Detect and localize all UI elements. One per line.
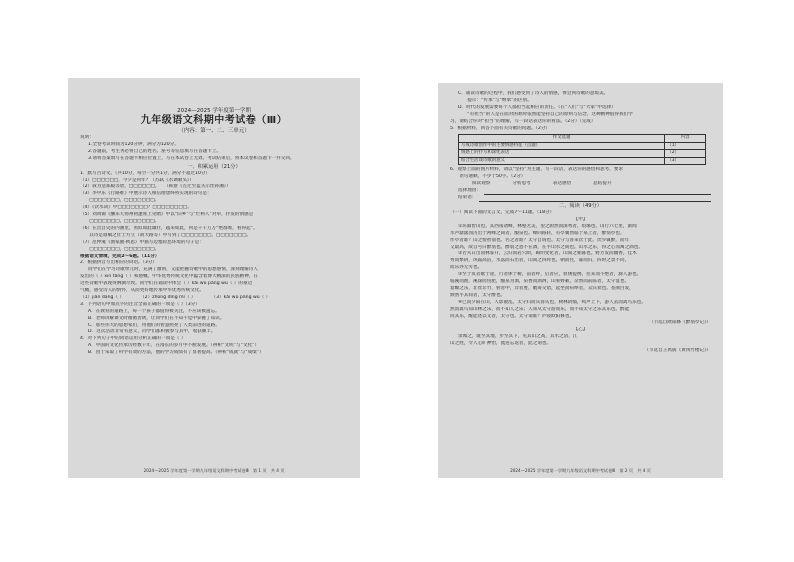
text-line: 5．根据材料，回答下面有关诗歌的问题。（2分） <box>450 125 551 131</box>
passage-label-jia: 【甲】 <box>573 216 588 222</box>
instruction-1: 1.全卷考试时间为120分钟，满分为120分。 <box>88 141 179 147</box>
choice-option: 分析思考 <box>512 181 531 187</box>
option-line: C．那些伟大的思想家们，用他们的智慧照亮了人类前进的道路。 <box>88 322 220 328</box>
instructions-label: 说明： <box>80 135 94 140</box>
page-footer: 2024—2025 学年度第一学期九年级语文科期中考试卷Ⅲ 第 1 页 共 4 页 <box>143 468 285 473</box>
passage-line: 气概，感受诗人的情怀，从而更好地传承中华优秀传统文化。 <box>80 288 205 294</box>
table-cell: 写成诗歌创作中的主要情感特征（点题） <box>459 142 665 150</box>
pinyin-item: （1）jiǎn dāng（ ） <box>80 294 125 300</box>
choice-options <box>450 181 711 188</box>
passage-line: 作亭者谁？山之僧智仙也。名之者谁？太守自谓也。太守与客来饮于此，饮少辄醉，而年 <box>450 237 630 243</box>
choice-option: 总结提升 <box>593 181 612 187</box>
answer-blank-row <box>450 195 711 202</box>
section-heading-2: 二、阅读（49分） <box>559 202 602 209</box>
passage-line: 余闻之，既至其地，步至其下，见其山之高，其水之清，江 <box>458 334 578 340</box>
table-row <box>459 142 706 150</box>
passage-line: 山之胜，令人心旷神怡，流连忘返者，此之谓也。 <box>450 341 552 347</box>
question-line: （3）李中乐《行路难》中展示诗人相信理想终将实现的诗句是： <box>80 191 212 197</box>
exam-subtitle: （内容：第一、二、三单元） <box>178 128 250 134</box>
passage-line: ①环滁皆山也。其西南诸峰，林壑尤美，望之蔚然而深秀者，琅琊也。山行六七里，渐闻 <box>458 223 637 229</box>
question-4: 4．对下列句子中的词语运用分析正确的一项是（ ） <box>80 336 186 342</box>
table-row <box>459 135 706 143</box>
question-line: 根据语文情境，完成2～6题。（11分） <box>80 253 160 259</box>
answer-line[interactable] <box>484 189 711 195</box>
text-line: C．诵读诗歌的过程中，我们感受到了诗人的情感，体会到诗歌的意境美。 <box>458 91 609 96</box>
question-line: （4）《饮水词》中□□□□□□□？□□□□□□□□。 <box>80 205 192 211</box>
option-line: B．老师讲解课文时循循善诱，让同学们在不知不觉中掌握了知识。 <box>88 315 225 321</box>
passage-line: 宴酣之乐，非丝非竹，射者中，弈者胜，觥筹交错，起坐而喧哗者，众宾欢也。苍颜白发， <box>450 285 634 291</box>
passage-line: 水声潺潺而泻出于两峰之间者，酿泉也。峰回路转，有亭翼然临于泉上者，醉翁亭也。 <box>450 230 625 236</box>
passage-line: 临溪而渔，溪深而鱼肥，酿泉为酒，泉香而酒洌，山肴野蔌，杂然而前陈者，太守宴也。 <box>450 279 630 285</box>
exam-page-left <box>68 78 360 478</box>
question-line: （6）在出自史的内涵里，看似如此雄壮，越来如此，何是千千万万“绝群堆，看得起”。 <box>80 225 258 231</box>
question-3: 3．下列语句中加点字的注音全部正确的一项是（ ）（3分） <box>80 301 200 307</box>
choice-option: 阅读观察 <box>472 181 491 187</box>
option-line: A．在教育的道路上，每一个孩子都值得被关注，不应该被遗忘。 <box>88 308 220 314</box>
pinyin-item: （3）kǎi wǔ páng wú（ ） <box>211 294 271 300</box>
question-line: （1）□□□□□□，今夕是何年？（苏轼《水调歌头》） <box>80 177 194 183</box>
question-line: □□□□□□□，□□□□□□□。 <box>80 218 160 224</box>
choice-option: 表达感悟 <box>552 181 572 187</box>
passage-source: （节选自王禹偁《黄冈竹楼记》） <box>644 348 711 354</box>
option-line: A．中国的文化传承历经数千年，在漫长的岁月中不断发展。（辨析“文明”与“文化”） <box>88 343 260 349</box>
passage-line: ②若夫日出而林霏开，云归而岩穴暝，晦明变化者，山间之朝暮也。野芳发而幽香，佳木 <box>458 251 637 257</box>
question-line: □□□□□□□，□□□□□□□。 <box>80 246 160 252</box>
table-row <box>459 157 706 165</box>
text-line: 习。请结合你对“担当”的理解，写一段话表达你的看法。（2分）（完成） <box>450 118 596 124</box>
question-6-cont: 语句通顺，不少于50字。（2分） <box>450 174 526 180</box>
question-line: □□□□□□□，□□□□□□□。 <box>80 198 160 204</box>
passage-line: 这些诗歌中表现得淋漓尽致。同学们在诵读中体会（ ）kǎi wǔ páng wú（ ）的豪迈 <box>80 281 253 287</box>
table-header-cell: 内容 <box>665 135 706 143</box>
table-cell: （3） <box>665 157 706 165</box>
subsection-heading: （一）阅读下面的文言文，完成7～11题。（18分） <box>450 209 555 215</box>
exam-page-right <box>438 83 723 478</box>
passage-line: 秀而繁阴，风霜高洁，水落而石出者，山间之四时也。朝而往，暮而归，四时之景不同， <box>450 258 630 264</box>
question-line: 2．根据拼音写出相应的词语。（3分） <box>80 260 158 266</box>
question-6: 6．观察上面的图片材料，请以“坚持”为主题，写一段话，表达你的感悟和思考，要求 <box>450 167 624 173</box>
table-header-cell: 作文选题 <box>459 135 665 143</box>
pinyin-item: （2）zhōng dǐng mì（ ） <box>140 294 196 300</box>
passage-source: （节选自欧阳修《醉翁亭记》） <box>648 320 711 326</box>
passage-line: 同学们在学习诗歌单元时，充满了激情，又能把握诗歌中的思想感情，深刻理解诗人 <box>88 267 258 273</box>
passage-line: 又最高，故自号曰醉翁也。醉翁之意不在酒，在乎山水之间也。山水之乐，得之心而寓之酒也。 <box>450 244 643 250</box>
option-line: B．由于采取了科学有效的方法，他的学习成绩有了显著提高。（辨析“成就”与“成绩”） <box>88 350 264 356</box>
passage-line: 然而禽鸟知山林之乐，而不知人之乐；人知从太守游而乐，而不知太守之乐其乐也。醉能 <box>450 306 630 312</box>
table-cell: 情感上的抒写和深化表达 <box>459 150 665 158</box>
answer-table <box>458 134 706 165</box>
page-footer: 2024—2025 学年度第一学期九年级语文科期中考试卷Ⅲ 第 2 页 共 4 页 <box>510 468 651 473</box>
pinyin-row <box>80 295 348 302</box>
semester-header: 2024—2025 学年度第一学期 <box>177 108 251 114</box>
instruction-2: 2.答题前，考生务必将自己的姓名、座号等信息填写在答题卡上。 <box>88 148 222 154</box>
instruction-3: 3.请将答案填写在答题卡相应位置上，写在本试卷上无效。考试结束后，将本试卷和答题卡一并交回。 <box>88 155 295 161</box>
passage-line: ④已而夕阳在山，人影散乱，太守归而宾客从也。树林阴翳，鸣声上下，游人去而禽鸟乐也。 <box>458 299 646 305</box>
passage-label-yi: 【乙】 <box>573 327 588 333</box>
question-line: （5）刘禹锡《酬乐天扬州初逢席上见赠》中以“旧乡”与“烂柯人”对举，抒发的情感是 <box>80 212 254 218</box>
passage-line: 发出的（ ）xīn tǎng（ ）和感慨。中华优秀传统文化中蕴含着博大精深的民族精神，在 <box>80 274 258 280</box>
passage-line: 而乐亦无穷也。 <box>450 265 483 271</box>
question-line: 其诗是谁赋之壮士方立（胡大路等）中写到了□□□□□□□，□□□□□□□。 <box>80 232 252 238</box>
question-line: （2）叙为送郑殿等唐，□□□□□□。 （韩愈《左迁至蓝关示侄孙湘》） <box>80 184 231 190</box>
passage-line: 颓然乎其间者，太守醉也。 <box>450 292 506 298</box>
section-heading-1: 一、积累运用（21分） <box>187 163 241 170</box>
passage-line: ③至于负者歌于途，行者休于树，前者呼，后者应，伛偻提携，往来而不绝者，滁人游也。 <box>458 272 642 278</box>
answer-label: 选择理由： <box>458 188 481 194</box>
passage-line: 同其乐，醒能述以文者，太守也。太守谓谁？庐陵欧阳修也。 <box>450 313 575 319</box>
question-line: （7）范仲淹《渔家傲·秋思》中描写边塞险恶环境的句子是： <box>80 239 204 245</box>
answer-label: 结束语： <box>458 195 477 201</box>
text-line: “有担当”的人是在面对困难时依然能坚持自己的原则与信念，这种精神值得我们学 <box>458 111 633 117</box>
text-line: 提示：“传承”与“继承”的区别。 <box>458 97 532 103</box>
exam-title: 九年级语文科期中考试卷（Ⅲ） <box>140 115 288 126</box>
table-cell: （1） <box>665 142 706 150</box>
option-line: D．这次活动非常有意义，同学们都积极参与其中，收获颇丰。 <box>88 329 216 335</box>
question-line: 1．默写古诗文。（共10分，每空一分共1分，满分不超过10分） <box>80 170 211 176</box>
table-cell: （2） <box>665 150 706 158</box>
text-line: D．时代的发展需要每个人都担当起相应的责任。（在“人们”与“大家”中选择） <box>458 104 616 110</box>
table-cell: 结合生活谈诗歌的意义 <box>459 157 665 165</box>
answer-blank-row <box>450 188 711 195</box>
table-row <box>459 150 706 158</box>
